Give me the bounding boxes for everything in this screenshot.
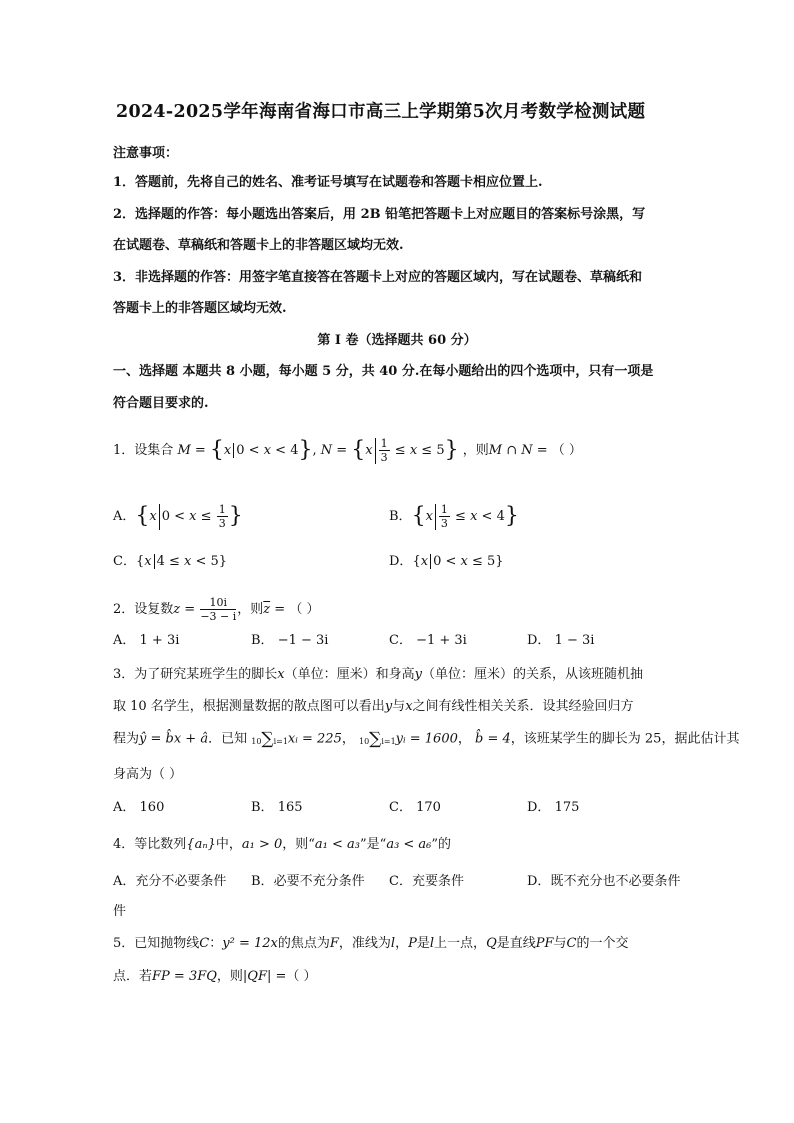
q2-option-b[interactable]: B． −1 − 3i <box>251 633 329 648</box>
section-title: 第 I 卷（选择题共 60 分） <box>317 333 477 348</box>
q1-option-b[interactable]: B．{x $\frac{1}{3}$ ≤ x < 4} <box>389 503 519 530</box>
notice-heading: 注意事项： <box>113 146 179 161</box>
q2-option-c[interactable]: C． −1 + 3i <box>389 633 467 648</box>
question-1: 1．设集合 M = {x 0 < x < 4}, N = {x $\frac{1}{3}$ ≤ x ≤ 5} ，则M ∩ N = （ ） <box>113 437 582 464</box>
q4-option-d-wrap: 件 <box>113 904 127 919</box>
question-2: 2．设复数z = $\frac{10i}{-3 - i}$ ，则$\overline{z}$ = （ ） <box>113 596 320 623</box>
q3-option-b[interactable]: B． 165 <box>251 800 303 815</box>
part1-instructions-cont: 符合题目要求的. <box>113 396 209 411</box>
question-3-line3: 程为ŷ = b̂x + â．已知 10∑i=1xᵢ = 225， 10∑i=1yᵢ = 1600， b̂ = 4，该班某学生的脚长为 25，据此估计其 <box>113 729 740 749</box>
q3-option-c[interactable]: C． 170 <box>389 800 441 815</box>
q2-option-d[interactable]: D． 1 − 3i <box>527 633 595 648</box>
q2-option-a[interactable]: A． 1 + 3i <box>113 633 180 648</box>
notice-item-2-cont: 在试题卷、草稿纸和答题卡上的非答题区域均无效. <box>113 238 404 253</box>
exam-title: 2024-2025学年海南省海口市高三上学期第5次月考数学检测试题 <box>116 102 646 122</box>
q1-option-d[interactable]: D．{x 0 < x ≤ 5} <box>389 554 504 569</box>
question-4: 4．等比数列{aₙ}中，a₁ > 0，则“a₁ < a₃”是“a₃ < a₆”的 <box>113 837 452 852</box>
q4-option-b[interactable]: B．必要不充分条件 <box>251 874 365 889</box>
question-5-line2: 点．若FP = 3FQ，则|QF| =（ ） <box>113 969 317 984</box>
notice-item-3: 3．非选择题的作答：用签字笔直接答在答题卡上对应的答题区域内，写在试题卷、草稿纸和 <box>113 270 643 285</box>
part1-instructions: 一、选择题 本题共 8 小题，每小题 5 分，共 40 分.在每小题给出的四个选项中，只有一项是 <box>113 364 654 379</box>
q4-option-a[interactable]: A．充分不必要条件 <box>113 874 227 889</box>
notice-item-1: 1．答题前，先将自己的姓名、准考证号填写在试题卷和答题卡相应位置上. <box>113 175 543 190</box>
question-3-line4: 身高为（ ） <box>113 767 183 782</box>
q4-option-c[interactable]: C．充要条件 <box>389 874 464 889</box>
notice-item-2: 2．选择题的作答：每小题选出答案后，用 2B 铅笔把答题卡上对应题目的答案标号涂黑，写 <box>113 207 646 222</box>
question-5-line1: 5．已知抛物线C：y² = 12x的焦点为F，准线为l，P是l上一点，Q是直线PF与C的一个交 <box>113 936 629 951</box>
question-3-line2: 取 10 名学生，根据测量数据的散点图可以看出y与x之间有线性相关关系．设其经验回归方 <box>113 699 634 714</box>
notice-item-3-cont: 答题卡上的非答题区域均无效. <box>113 301 287 316</box>
q1-option-c[interactable]: C．{x 4 ≤ x < 5} <box>113 554 228 569</box>
q3-option-d[interactable]: D． 175 <box>527 800 580 815</box>
question-3-line1: 3．为了研究某班学生的脚长x（单位：厘米）和身高y（单位：厘米）的关系，从该班随机抽 <box>113 667 644 682</box>
q4-option-d[interactable]: D．既不充分也不必要条件 <box>527 874 681 889</box>
q3-option-a[interactable]: A． 160 <box>113 800 165 815</box>
q1-option-a[interactable]: A．{x 0 < x ≤ $\frac{1}{3}$ } <box>113 503 243 530</box>
